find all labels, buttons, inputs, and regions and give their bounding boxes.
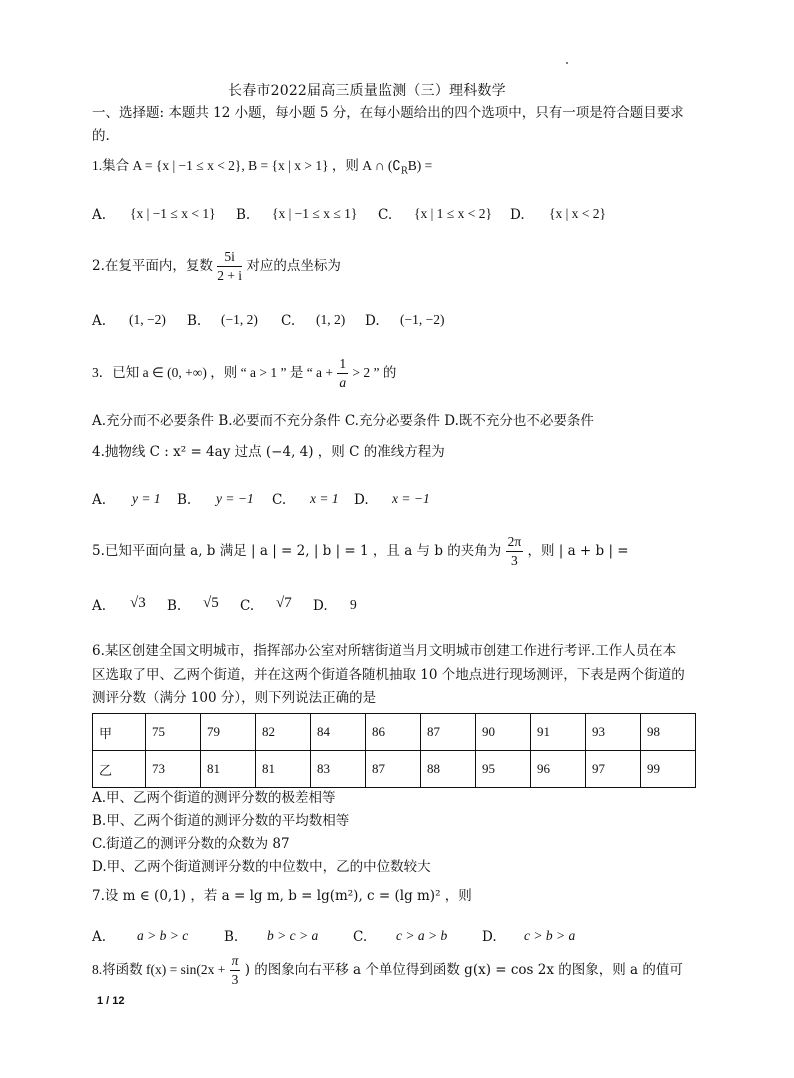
q2-option-a: A. [92,313,107,329]
q7-option-b: B. [224,929,239,945]
q5-option-d: D. [313,598,328,614]
q7-option-d: D. [482,929,497,945]
q3-suffix: > 2 ” 的 [352,365,397,380]
q7-option-c: C. [353,929,368,945]
q5-suffix: ，则 | a + b | = [527,543,629,559]
q7-option-a: A. [92,929,107,945]
q2-denominator: 2 + i [217,268,243,283]
q4-stem: 4.抛物线 C : x² = 4ay 过点 (−4, 4) ，则 C 的准线方程为 [92,444,445,460]
table-cell: 91 [531,714,586,751]
table-row [93,751,696,788]
table-cell: 82 [256,714,311,751]
q3-options: A.充分而不必要条件 B.必要而不充分条件 C.充分必要条件 D.既不充分也不必要条件 [92,413,594,429]
q2-suffix: 对应的点坐标为 [246,258,341,274]
q8-prefix: 8.将函数 f(x) = sin(2x + [92,962,226,977]
q2-option-c: C. [281,313,296,329]
q5-option-a-text: √3 [130,595,146,611]
q2-option-b: B. [187,313,202,329]
q3-prefix: 3．已知 a ∈ (0, +∞) ，则 “ a > 1 ” 是 “ a + [92,365,334,380]
q7-option-c-text: c > a > b [396,928,448,943]
q6-choice-b: B.甲、乙两个街道的测评分数的平均数相等 [92,813,350,829]
q4-option-c: C. [272,492,287,508]
page-number: 1 / 12 [97,995,125,1007]
stray-dot [566,62,568,64]
q7-stem: 7.设 m ∈ (0,1) ，若 a = lg m, b = lg(m²), c = (lg m)² ，则 [92,888,472,904]
table-cell: 98 [641,714,696,751]
q7-option-b-text: b > c > a [267,928,319,943]
q2-option-b-text: (−1, 2) [221,312,258,327]
q8-stem [92,952,683,989]
q7-option-d-text: c > b > a [524,928,576,943]
q6-choice-c: C.街道乙的测评分数的众数为 87 [92,836,290,852]
table-cell: 97 [586,751,641,788]
table-cell: 86 [366,714,421,751]
page-title: 长春市2022届高三质量监测（三）理科数学 [228,83,506,99]
table-cell: 83 [311,751,366,788]
q4-option-a-text: y = 1 [132,491,161,506]
table-cell: 73 [146,751,201,788]
q1-stem [92,154,432,177]
q8-denominator: 3 [231,972,239,987]
q5-option-c-text: √7 [276,595,292,611]
q5-option-d-text: 9 [350,597,357,612]
q8-numerator: π [230,952,241,971]
q6-line3: 测评分数（满分 100 分），则下列说法正确的是 [92,690,377,706]
table-cell: 96 [531,751,586,788]
q1-stem-text: 1.集合 A = {x | −1 ≤ x < 2}, B = {x | x > 1} ，则 A ∩ (∁ [92,158,401,173]
section-instructions-line2: 的. [92,128,110,144]
q1-option-d: D. [510,207,525,223]
q6-choice-a: A.甲、乙两个街道的测评分数的极差相等 [92,790,336,806]
q5-option-a: A. [92,598,107,614]
q1-option-c: C. [378,207,393,223]
q2-stem [92,248,341,285]
table-cell: 84 [311,714,366,751]
q4-option-a: A. [92,492,107,508]
q6-line1: 6.某区创建全国文明城市，指挥部办公室对所辖街道当月文明城市创建工作进行考评.工作人员在本 [92,643,677,659]
table-row [93,714,696,751]
table-cell: 95 [476,751,531,788]
q3-fraction [337,355,348,392]
q3-denominator: a [339,375,347,390]
section-instructions-line1: 一、选择题: 本题共 12 小题，每小题 5 分，在每小题给出的四个选项中，只有一项是符合题目要求 [92,105,684,121]
q1-stem-end: B) = [407,158,433,173]
table-cell: 99 [641,751,696,788]
q6-line2: 区选取了甲、乙两个街道，并在这两个街道各随机抽取 10 个地点进行现场测评，下表是两个街道的 [92,667,685,683]
table-cell: 75 [146,714,201,751]
q5-prefix: 5.已知平面向量 a, b 满足 | a | = 2, | b | = 1 ，且 a 与 b 的夹角为 [92,543,502,559]
q1-option-d-text: {x | x < 2} [549,206,607,221]
table-cell: 93 [586,714,641,751]
q4-option-d-text: x = −1 [392,491,430,506]
q6-choice-d: D.甲、乙两个街道测评分数的中位数中，乙的中位数较大 [92,859,431,875]
q1-option-a: A. [92,207,107,223]
q3-stem [92,355,396,392]
q7-option-a-text: a > b > c [137,928,189,943]
score-table [92,713,696,788]
q4-option-b-text: y = −1 [216,491,254,506]
q4-option-c-text: x = 1 [310,491,339,506]
table-cell: 甲 [93,714,146,751]
q4-option-b: B. [177,492,192,508]
q1-stem-sub: R [400,166,408,177]
q5-option-b-text: √5 [203,595,219,611]
q8-fraction [230,952,241,989]
q2-numerator: 5i [217,248,242,267]
q2-option-c-text: (1, 2) [316,312,346,327]
q5-stem [92,533,629,570]
table-cell: 88 [421,751,476,788]
q1-option-b: B. [236,207,251,223]
table-cell: 90 [476,714,531,751]
q2-option-a-text: (1, −2) [129,312,166,327]
q4-option-d: D. [354,492,369,508]
table-cell: 81 [201,751,256,788]
q1-option-c-text: {x | 1 ≤ x < 2} [414,206,492,221]
q5-option-b: B. [167,598,182,614]
q2-fraction [217,248,242,285]
q5-denominator: 3 [510,553,518,568]
table-cell: 乙 [93,751,146,788]
q2-option-d-text: (−1, −2) [400,312,445,327]
table-cell: 79 [201,714,256,751]
q8-suffix: ) 的图象向右平移 a 个单位得到函数 g(x) = cos 2x 的图象，则 a 的值可 [244,962,683,978]
table-cell: 87 [421,714,476,751]
q1-option-a-text: {x | −1 ≤ x < 1} [130,206,216,221]
table-cell: 87 [366,751,421,788]
q5-option-c: C. [240,598,255,614]
q2-prefix: 2.在复平面内，复数 [92,258,213,274]
q1-option-b-text: {x | −1 ≤ x ≤ 1} [272,206,358,221]
q2-option-d: D. [365,313,380,329]
q3-numerator: 1 [337,355,348,374]
q5-numerator: 2π [506,533,524,552]
q5-fraction [506,533,524,570]
table-cell: 81 [256,751,311,788]
